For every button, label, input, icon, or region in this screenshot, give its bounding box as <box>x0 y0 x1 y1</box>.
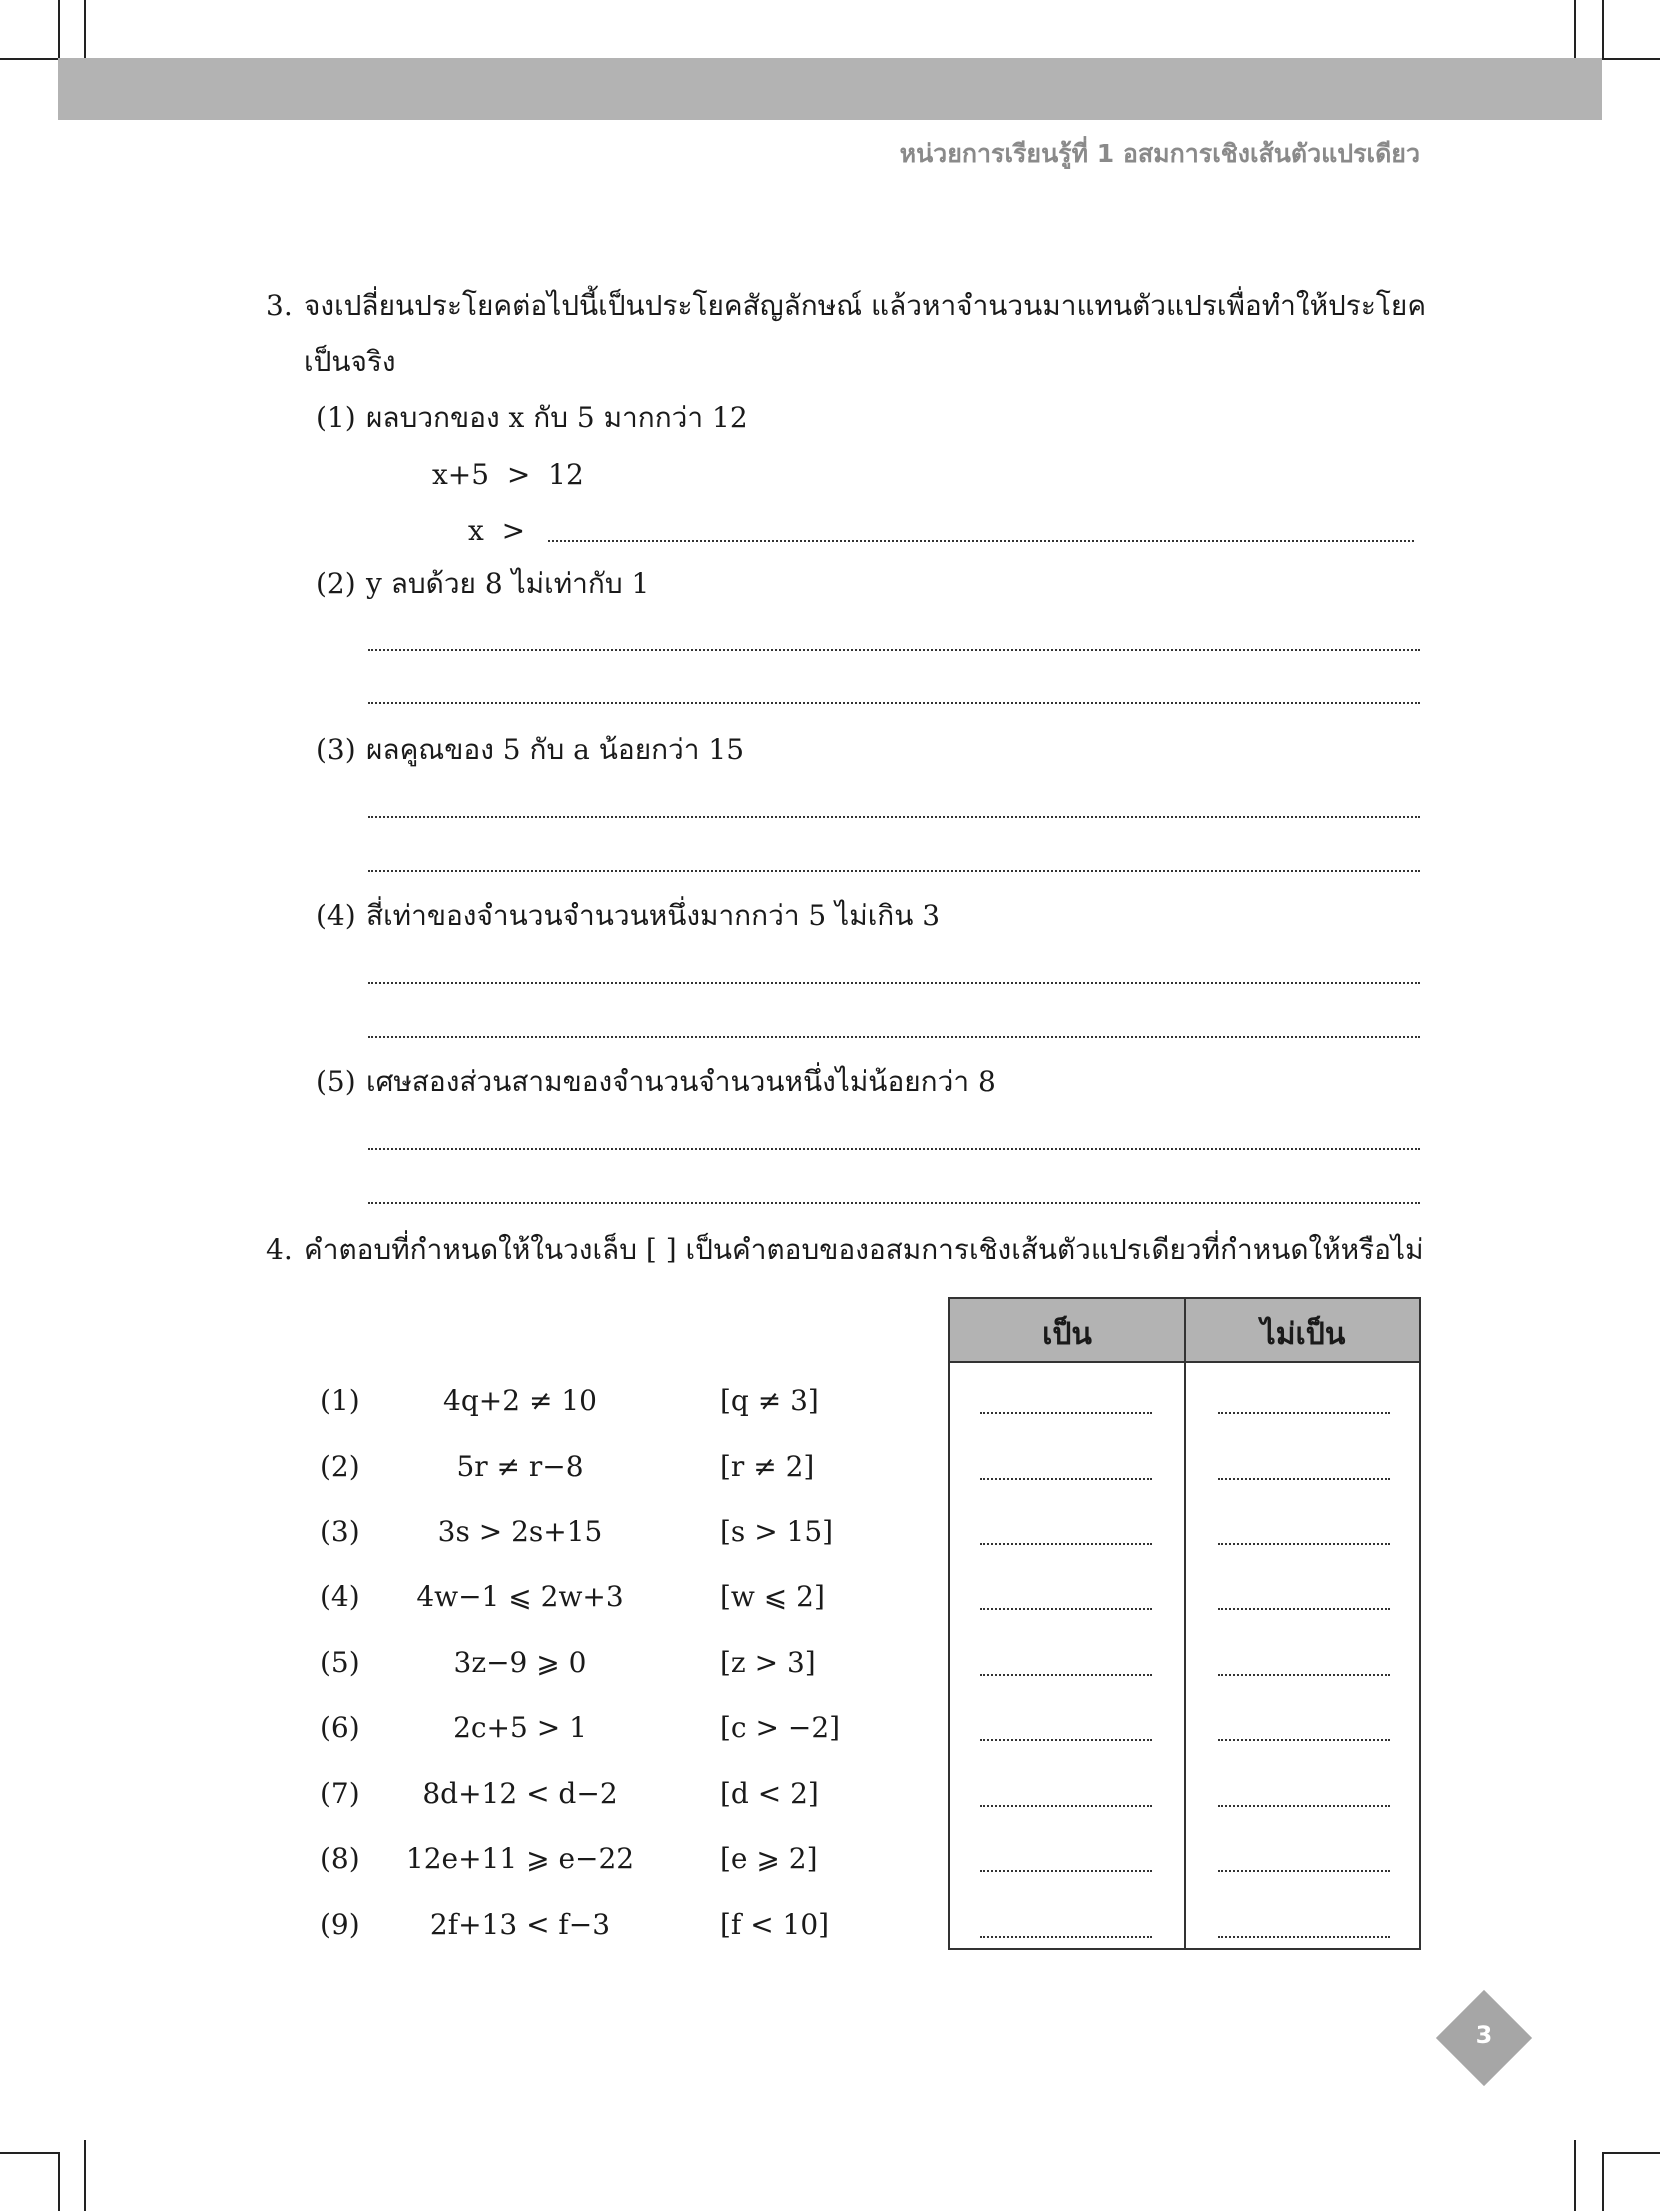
row-number: (6) <box>320 1711 360 1744</box>
sub-question-text: เศษสองส่วนสามของจำนวนจำนวนหนึ่งไม่น้อยกว่า 8 <box>366 1065 996 1098</box>
answer-line <box>368 1148 1420 1150</box>
column-header-yes: เป็น <box>1042 1317 1092 1352</box>
unit-title: หน่วยการเรียนรู้ที่ 1 อสมการเชิงเส้นตัวแปรเดียว <box>899 139 1420 168</box>
row-number: (4) <box>320 1580 360 1613</box>
sub-question-text: ผลบวกของ x กับ 5 มากกว่า 12 <box>366 401 748 434</box>
answer-blank-yes <box>980 1936 1152 1938</box>
worked-step: x+5 > 12 <box>432 458 584 491</box>
answer-blank-yes <box>980 1870 1152 1872</box>
row-number: (9) <box>320 1908 360 1941</box>
answer-line <box>368 1036 1420 1038</box>
column-header-no: ไม่เป็น <box>1260 1317 1346 1352</box>
table-row <box>0 1515 1660 1555</box>
crop-mark <box>58 2152 60 2211</box>
row-number: (1) <box>320 1384 360 1417</box>
answer-blank-yes <box>980 1412 1152 1414</box>
answer-blank-yes <box>980 1739 1152 1741</box>
inequality: 3z−9 ⩾ 0 <box>453 1646 587 1679</box>
proposed-answer: [q ≠ 3] <box>720 1384 819 1417</box>
answer-blank-no <box>1218 1805 1390 1807</box>
question-number: 4. <box>266 1233 293 1266</box>
row-number: (5) <box>320 1646 360 1679</box>
answer-line <box>368 870 1420 872</box>
answer-line <box>368 816 1420 818</box>
answer-blank-yes <box>980 1805 1152 1807</box>
answer-blank-yes <box>980 1543 1152 1545</box>
table-row <box>0 1711 1660 1751</box>
sub-question-number: (2) <box>316 567 356 600</box>
crop-mark <box>84 2140 86 2211</box>
proposed-answer: [c > −2] <box>720 1711 841 1744</box>
answer-line <box>368 982 1420 984</box>
inequality: 2c+5 > 1 <box>453 1711 587 1744</box>
inequality: 12e+11 ⩾ e−22 <box>405 1842 635 1875</box>
proposed-answer: [z > 3] <box>720 1646 816 1679</box>
question-instruction: คำตอบที่กำหนดให้ในวงเล็บ [ ] เป็นคำตอบของอสมการเชิงเส้นตัวแปรเดียวที่กำหนดให้หรือไม่ <box>304 1233 1424 1266</box>
row-number: (2) <box>320 1450 360 1483</box>
inequality: 3s > 2s+15 <box>437 1515 603 1548</box>
inequality: 4w−1 ⩽ 2w+3 <box>416 1580 624 1613</box>
answer-blank-yes <box>980 1608 1152 1610</box>
crop-mark <box>1574 2140 1576 2211</box>
question-instruction: จงเปลี่ยนประโยคต่อไปนี้เป็นประโยคสัญลักษณ์ แล้วหาจำนวนมาแทนตัวแปรเพื่อทำให้ประโยค <box>304 289 1427 322</box>
answer-blank-yes <box>980 1674 1152 1676</box>
answer-line <box>368 1202 1420 1204</box>
proposed-answer: [w ⩽ 2] <box>720 1580 825 1613</box>
answer-blank-no <box>1218 1936 1390 1938</box>
question-number: 3. <box>266 289 293 322</box>
answer-line <box>368 702 1420 704</box>
answer-blank-no <box>1218 1674 1390 1676</box>
table-row <box>0 1580 1660 1620</box>
question-3-line2 <box>304 342 396 382</box>
inequality: 8d+12 < d−2 <box>422 1777 618 1810</box>
crop-mark <box>1602 58 1660 60</box>
crop-mark <box>1602 2152 1604 2211</box>
sub-question-text: ผลคูณของ 5 กับ a น้อยกว่า 15 <box>366 733 745 766</box>
proposed-answer: [s > 15] <box>720 1515 834 1548</box>
answer-blank-no <box>1218 1543 1390 1545</box>
answer-blank-no <box>1218 1412 1390 1414</box>
table-row <box>0 1450 1660 1490</box>
answer-line <box>548 540 1414 542</box>
table-row <box>0 1908 1660 1948</box>
page-number: 3 <box>1475 2021 1493 2049</box>
sub-question-number: (5) <box>316 1065 356 1098</box>
table-row <box>0 1777 1660 1817</box>
question-instruction-cont: เป็นจริง <box>304 345 396 378</box>
answer-blank-no <box>1218 1870 1390 1872</box>
answer-line <box>368 649 1420 651</box>
row-number: (7) <box>320 1777 360 1810</box>
crop-mark <box>58 0 60 58</box>
proposed-answer: [e ⩾ 2] <box>720 1842 818 1875</box>
table-row <box>0 1646 1660 1686</box>
row-number: (3) <box>320 1515 360 1548</box>
proposed-answer: [f < 10] <box>720 1908 830 1941</box>
answer-blank-no <box>1218 1478 1390 1480</box>
answer-blank-yes <box>980 1478 1152 1480</box>
proposed-answer: [r ≠ 2] <box>720 1450 815 1483</box>
table-row <box>0 1842 1660 1882</box>
inequality: 4q+2 ≠ 10 <box>443 1384 597 1417</box>
inequality: 2f+13 < f−3 <box>429 1908 611 1941</box>
header-band <box>58 58 1602 120</box>
inequality: 5r ≠ r−8 <box>456 1450 584 1483</box>
sub-question-text: สี่เท่าของจำนวนจำนวนหนึ่งมากกว่า 5 ไม่เกิน 3 <box>366 899 941 932</box>
sub-question-number: (1) <box>316 401 356 434</box>
crop-mark <box>0 58 58 60</box>
sub-question-number: (4) <box>316 899 356 932</box>
crop-mark <box>1602 0 1604 58</box>
row-number: (8) <box>320 1842 360 1875</box>
sub-question-number: (3) <box>316 733 356 766</box>
sub-question-text: y ลบด้วย 8 ไม่เท่ากับ 1 <box>366 567 650 600</box>
table-row <box>0 1384 1660 1424</box>
crop-mark <box>1602 2152 1660 2154</box>
worked-step: x > <box>468 514 526 547</box>
proposed-answer: [d < 2] <box>720 1777 819 1810</box>
answer-blank-no <box>1218 1608 1390 1610</box>
crop-mark <box>0 2152 58 2154</box>
answer-blank-no <box>1218 1739 1390 1741</box>
